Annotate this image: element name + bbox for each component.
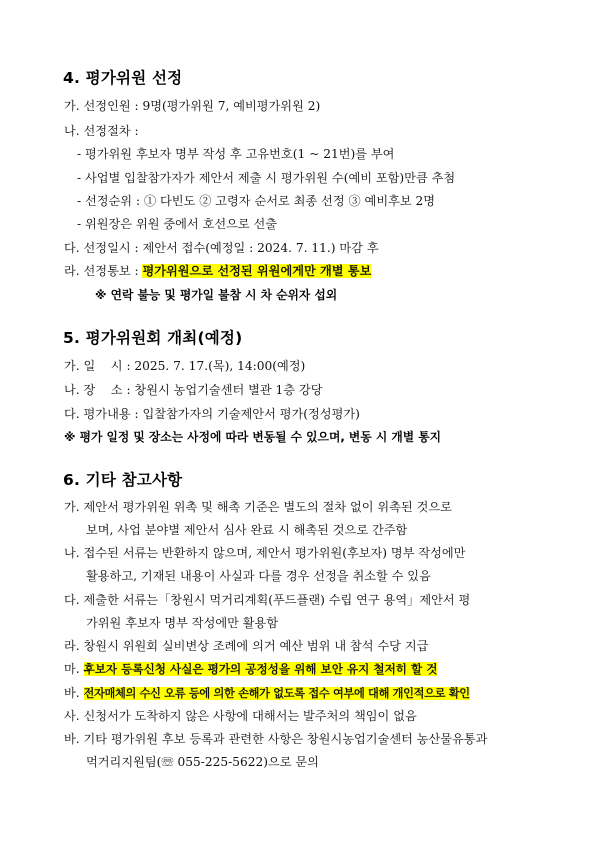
selection-notice-prefix: 라. 선정통보 : [64,264,143,278]
misc-ba-line [64,684,470,701]
procedure-item-1: - 평가위원 후보자 명부 작성 후 고유번호(1 ~ 21번)를 부여 [77,147,395,161]
misc-ra-line: 라. 창원시 위원회 실비변상 조례에 의거 예산 범위 내 참석 수당 지급 [64,639,429,653]
selection-date-line: 다. 선정일시 : 제안서 접수(예정일 : 2024. 7. 11.) 마감 후 [64,241,379,255]
meeting-content-line: 다. 평가내용 : 입찰참가자의 기술제안서 평가(정성평가) [64,407,360,421]
misc-ba-bold: 전자매체의 수신 오류 등에 의한 손해가 없도록 접수 여부에 대해 개인적으로 확인 [83,687,470,700]
selection-notice-line [64,262,371,279]
misc-da-line-2: 가위원 후보자 명부 작성에만 활용함 [86,616,279,630]
section-4-title: 4. 평가위원 선정 [63,69,183,87]
section-6-title: 6. 기타 참고사항 [63,471,183,489]
meeting-note: ※ 평가 일정 및 장소는 사정에 따라 변동될 수 있으며, 변동 시 개별 통지 [64,430,442,444]
misc-na-line-2: 활용하고, 기재된 내용이 사실과 다를 경우 선정을 취소할 수 있음 [86,569,431,583]
section-5-title: 5. 평가위원회 개최(예정) [63,329,243,347]
misc-ma-bold: 후보자 등록신청 사실은 평가의 공정성을 위해 보안 유지 철저히 할 것 [83,662,438,676]
procedure-item-3: - 선정순위 : ① 다빈도 ② 고령자 순서로 최종 선정 ③ 예비후보 2명 [77,194,436,208]
misc-ga-line-1: 가. 제안서 평가위원 위촉 및 해촉 기준은 별도의 절차 없이 위촉된 것으로 [64,500,452,514]
misc-contact-line-2: 먹거리지원팀(☏ 055-225-5622)으로 문의 [86,755,319,769]
misc-contact-line-1: 바. 기타 평가위원 후보 등록과 관련한 사항은 창원시농업기술센터 농산물유통과 [64,732,488,746]
misc-da-line-1: 다. 제출한 서류는「창원시 먹거리계획(푸드플랜) 수립 연구 용역」제안서 평 [64,593,471,607]
misc-ga-line-2: 보며, 사업 분야별 제안서 심사 완료 시 해촉된 것으로 간주함 [86,523,408,537]
meeting-place-line: 나. 장 소 : 창원시 농업기술센터 별관 1층 강당 [64,383,323,397]
procedure-item-2: - 사업별 입찰참가자가 제안서 제출 시 평가위원 수(예비 포함)만큼 추첨 [77,171,456,185]
selection-notice-bold: 평가위원으로 선정된 위원에게만 개별 통보 [142,264,372,278]
selection-note: ※ 연락 불능 및 평가일 불참 시 차 순위자 섭외 [95,288,338,302]
meeting-datetime-line: 가. 일 시 : 2025. 7. 17.(목), 14:00(예정) [64,359,306,373]
misc-ba-prefix: 바. [64,686,84,700]
misc-ma-line [64,660,437,677]
selection-count-line: 가. 선정인원 : 9명(평가위원 7, 예비평가위원 2) [64,99,321,113]
misc-na-line-1: 나. 접수된 서류는 반환하지 않으며, 제안서 평가위원(후보자) 명부 작성에만 [64,546,466,560]
selection-procedure-line: 나. 선정절차 : [64,124,139,138]
procedure-item-4: - 위원장은 위원 중에서 호선으로 선출 [77,217,278,231]
misc-sa-line: 사. 신청서가 도착하지 않은 사항에 대해서는 발주처의 책임이 없음 [64,709,417,723]
misc-ma-prefix: 마. [64,662,84,676]
